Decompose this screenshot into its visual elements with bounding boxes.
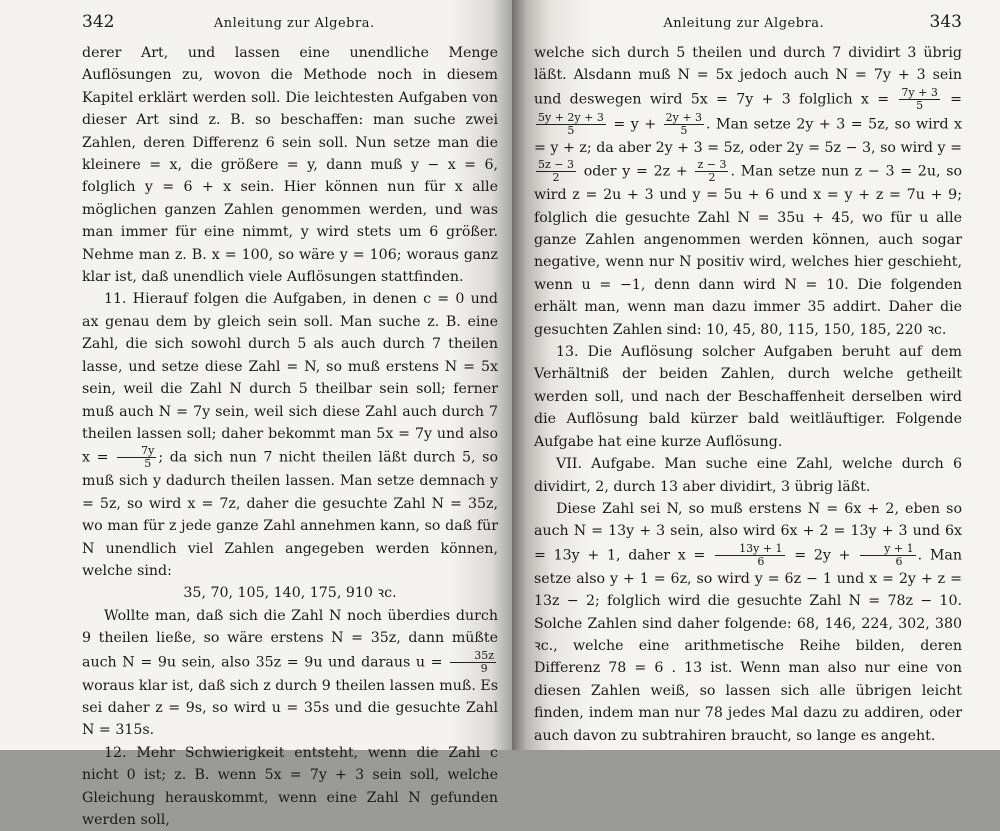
fraction: $\frac{y + 1}{6}$	[860, 543, 915, 568]
fraction: $\frac{2y + 3}{5}$	[665, 110, 703, 137]
paragraph: derer Art, und lassen eine unendliche Menge Auflösungen zu, wovon die Methode noch in diesem Kapitel erklärt werden soll. Die leichtesten Aufgaben von dieser Art sind z. B. so beschaffen: man suche zwei Zahlen, deren Differenz 6 sein soll. Nun setze man die kleinere = x, die größere = y, dann muß y − x = 6, folglich y = 6 + x sein. Hier können nun für x alle möglichen ganzen Zahlen genommen werden, und was man immer für eine nimmt, y wird stets um 6 größer. Nehme man z. B. x = 100, so wäre y = 106; woraus ganz klar ist, daß unendlich viele Auflösungen stattfinden.	[82, 45, 498, 286]
body-text-left	[82, 42, 498, 831]
page-number: 342	[82, 12, 115, 32]
solution-list: 35, 70, 105, 140, 175, 910 ꝛc.	[183, 585, 397, 602]
paragraph-12: 12. Mehr Schwierigkeit entsteht, wenn die Zahl c nicht 0 ist; z. B. wenn 5x = 7y + 3 sein soll, welche Gleichung herauskommt, wenn eine Zahl N gefunden werden soll,	[82, 744, 498, 828]
fraction: $\frac{5y + 2y + 3}{5}$	[538, 110, 604, 137]
body-text-right	[534, 42, 962, 747]
running-header-right	[534, 12, 962, 36]
fraction: $\frac{7y + 3}{5}$	[901, 85, 938, 112]
fraction: $\frac{z - 3}{2}$	[697, 158, 727, 185]
paragraph: Diese Zahl sei N, so muß erstens N = 6x + 2, eben so auch N = 13y + 3 sein, also wird 6x + 2 = 13y + 3 und 6x = 13y + 1, daher x = $\frac{13y + 1}{6}$ = 2y + $\frac{y + 1}{6}$ . Man setze also y + 1 = 6z, so wird y = 6z − 1 und x = 2y + z = 13z − 2; folglich wird die gesuchte Zahl N = 78z − 10. Solche Zahlen sind daher folgende: 68, 146, 224, 302, 380 ꝛc., welche eine arithmetische Reihe bilden, deren Differenz 78 = 6 . 13 ist. Wenn man also nur eine von diesen Zahlen weiß, so lassen sich alle übrigen leicht finden, indem man nur 78 jedes Mal dazu zu addiren, oder auch davon zu subtrahiren braucht, so lange es angeht.	[534, 500, 962, 744]
page-number: 343	[929, 12, 962, 32]
fraction: $\frac{13y + 1}{6}$	[715, 543, 784, 568]
running-header-left	[82, 12, 498, 36]
task-vii: VII. Aufgabe. Man suche eine Zahl, welche durch 6 dividirt, 2, durch 13 aber dividirt, 3 übrig läßt.	[534, 456, 962, 495]
running-head-title: Anleitung zur Algebra.	[213, 16, 375, 31]
paragraph-13: 13. Die Auflösung solcher Aufgaben beruht auf dem Verhältniß der beiden Zahlen, durch welche getheilt werden soll, und nach der Beschaffenheit derselben wird die Auflösung bald kürzer bald weitläuftiger. Folgende Aufgabe hat eine kurze Auflösung.	[534, 344, 962, 450]
right-page	[512, 0, 1000, 750]
running-head-title: Anleitung zur Algebra.	[663, 16, 825, 31]
fraction: $\frac{35z}{9}$	[450, 650, 496, 675]
fraction: $\frac{5z - 3}{2}$	[538, 158, 575, 185]
fraction: $\frac{7y}{5}$	[117, 445, 156, 470]
paragraph: welche sich durch 5 theilen und durch 7 dividirt 3 übrig läßt. Alsdann muß N = 5x jedoch auch N = 7y + 3 sein und deswegen wird 5x = 7y + 3 folglich x = $\frac{7y + 3}{5}$ = $\frac{5y + 2y + 3}{5}$ = y + $\frac{2y + 3}{5}$ . Man setze 2y + 3 = 5z, so wird x = y + z; da aber 2y + 3 = 5z, oder 2y = 5z − 3, so wird y = $\frac{5z - 3}{2}$ oder y = 2z + $\frac{z - 3}{2}$ . Man setze nun z − 3 = 2u, so wird z = 2u + 3 und y = 5u + 6 und x = y + z = 7u + 9; folglich die gesuchte Zahl N = 35u + 45, wo für u alle ganze Zahlen angenommen werden können, auch sogar negative, wenn nur N positiv wird, welches hier geschieht, wenn u = −1, denn dann wird N = 10. Die folgenden erhält man, wenn man dazu immer 35 addirt. Daher die gesuchten Zahlen sind: 10, 45, 80, 115, 150, 185, 220 ꝛc.	[534, 45, 963, 338]
paragraph-11: 11. Hierauf folgen die Aufgaben, in denen c = 0 und ax genau dem by gleich sein soll. Man suche z. B. eine Zahl, die sich sowohl durch 5 als auch durch 7 theilen lasse, und setze diese Zahl = N, so muß erstens N = 5x sein, weil die Zahl N durch 5 theilbar sein soll; ferner muß auch N = 7y sein, weil sich diese Zahl auch durch 7 theilen lassen soll; daher bekommt man 5x = 7y und also x = $\frac{7y}{5}$ ; da sich nun 7 nicht theilen läßt durch 5, so muß sich y dadurch theilen lassen. Man setze demnach y = 5z, so wird x = 7z, daher die gesuchte Zahl N = 35z, wo man für z jede ganze Zahl annehmen kann, so daß für N unendlich viel Zahlen angegeben werden können, welche sind:	[82, 291, 498, 579]
paragraph: Wollte man, daß sich die Zahl N noch überdies durch 9 theilen ließe, so wäre erstens N = 35z, dann müßte auch N = 9u sein, also 35z = 9u und daraus u = $\frac{35z}{9}$ woraus klar ist, daß sich z durch 9 theilen lassen muß. Es sei daher z = 9s, so wird u = 35s und die gesuchte Zahl N = 315s.	[82, 607, 499, 739]
